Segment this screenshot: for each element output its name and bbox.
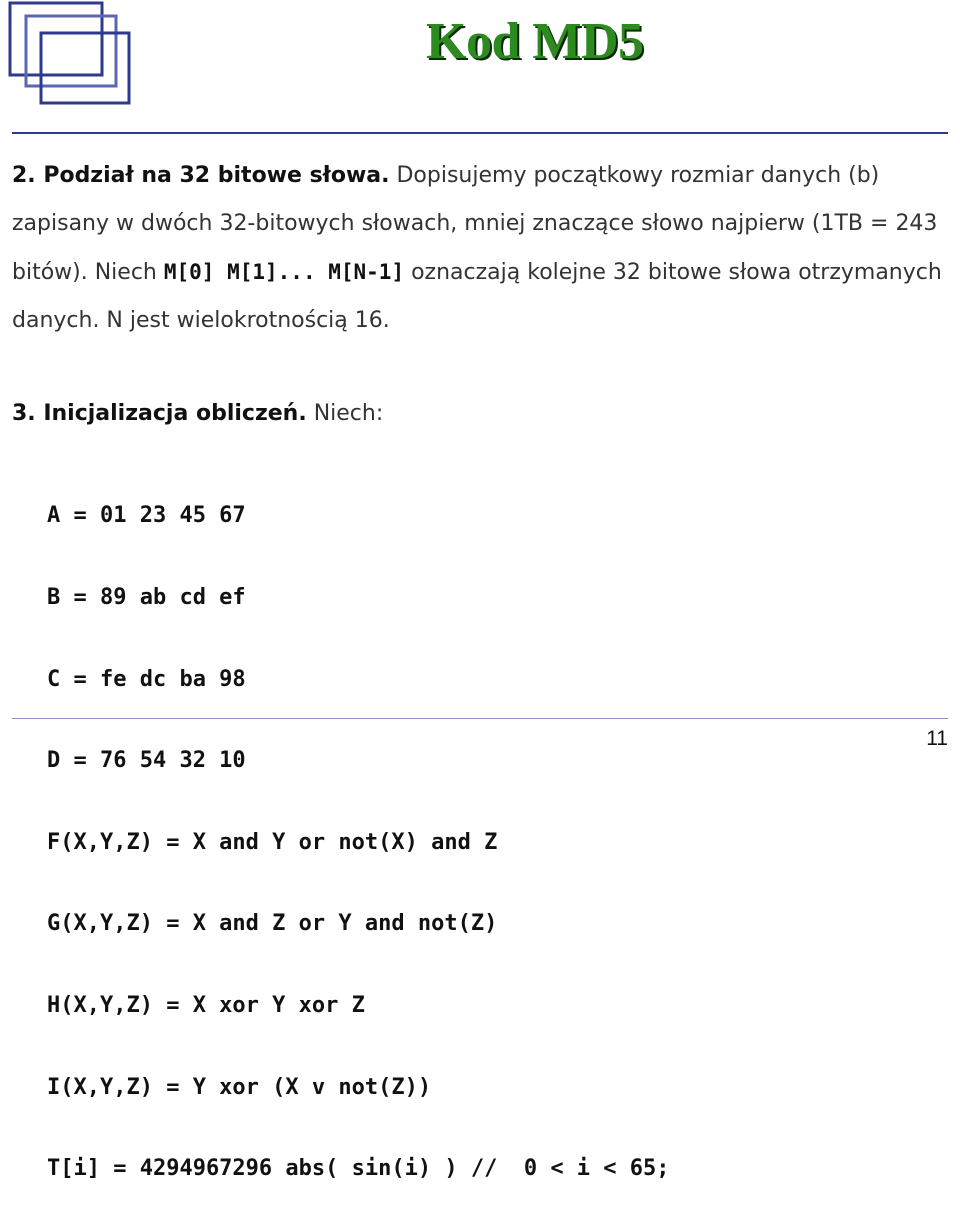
section-2-code: M[0] M[1]... M[N-1]	[163, 260, 405, 284]
page-number: 11	[926, 727, 948, 750]
section-2-text-1: Dopisujemy początkowy rozmiar danych (b) zapisany w dwóch 32-bitowych słowach, mniej znaczące słowo najpierw (1TB = 243 bitów). Niech	[12, 163, 938, 285]
code-line: H(X,Y,Z) = X xor Y xor Z	[47, 992, 365, 1018]
code-line: B = 89 ab cd ef	[47, 585, 246, 610]
code-block	[47, 448, 670, 1210]
section-2-paragraph	[12, 152, 942, 345]
code-line: D = 76 54 32 10	[47, 748, 246, 774]
code-line: F(X,Y,Z) = X and Y or not(X) and Z	[47, 829, 498, 855]
code-line: C = fe dc ba 98	[47, 666, 246, 692]
code-line: G(X,Y,Z) = X and Z or Y and not(Z)	[47, 911, 498, 937]
top-divider	[12, 132, 948, 134]
section-3-text: Niech:	[306, 401, 384, 426]
logo-squares	[8, 0, 133, 110]
code-line: T[i] = 4294967296 abs( sin(i) ) // 0 < i < 65;	[47, 1156, 670, 1182]
section-3-paragraph	[12, 390, 942, 438]
section-3-heading: 3. Inicjalizacja obliczeń.	[12, 401, 307, 426]
code-line: I(X,Y,Z) = Y xor (X v not(Z))	[47, 1074, 432, 1100]
code-line: A = 01 23 45 67	[47, 503, 246, 529]
bottom-divider	[12, 718, 948, 719]
page-title: Kod MD5	[426, 13, 644, 70]
section-2-heading: 2. Podział na 32 bitowe słowa.	[12, 163, 390, 188]
section-2-text-2: oznaczają kolejne 32 bitowe słowa otrzymanych danych. N jest wielokrotnością 16.	[12, 260, 942, 333]
